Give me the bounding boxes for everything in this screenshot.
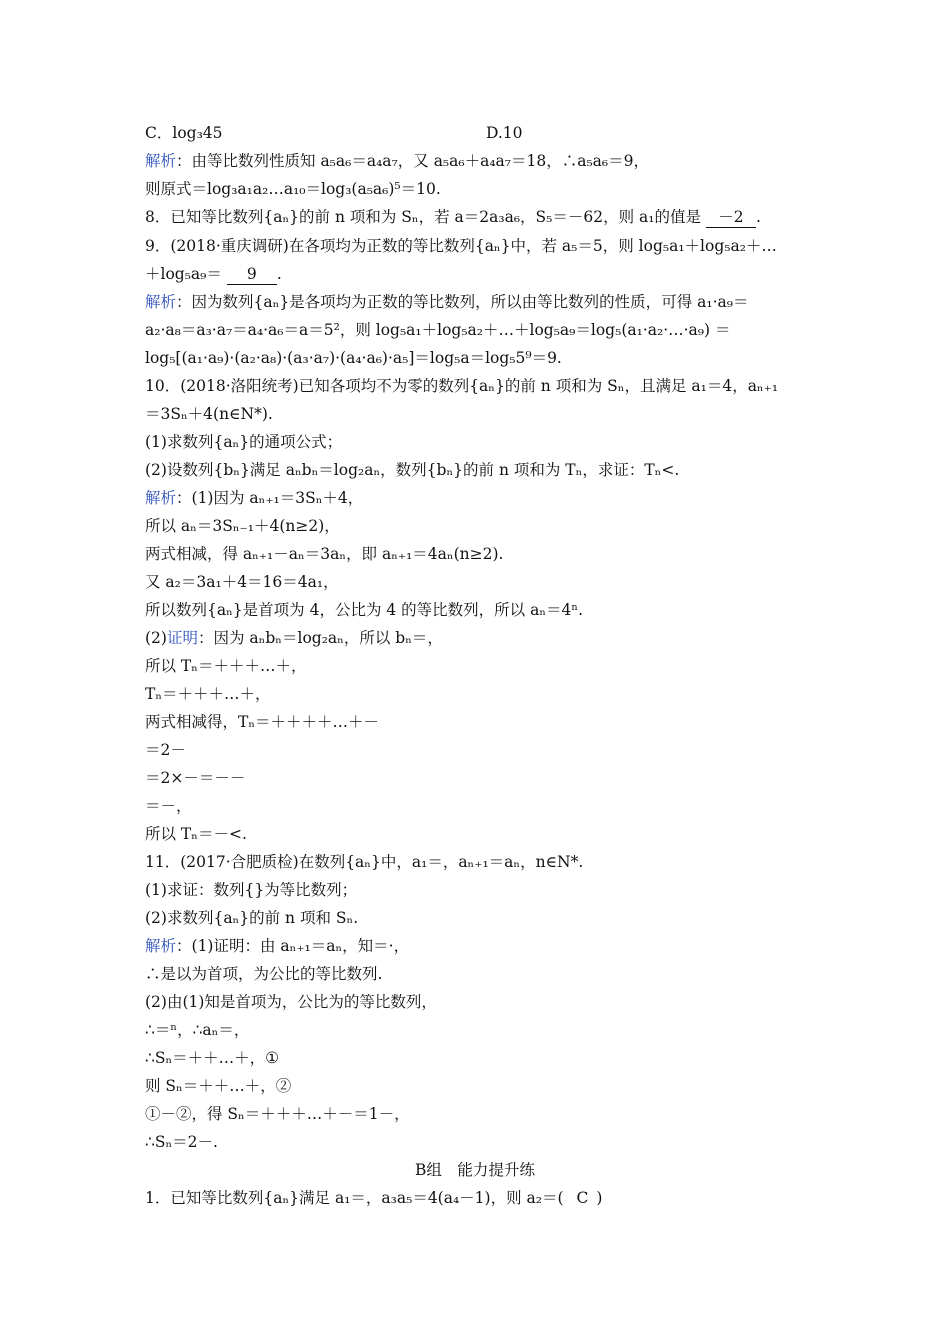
jiexi-label: 解析 <box>145 489 177 507</box>
solution-11-line-7 <box>145 1104 410 1124</box>
solution-9-text-3: log₅[(a₁·a₉)·(a₂·a₈)·(a₃·a₇)·(a₄·a₆)·a₅]＝log₅a＝log₅5⁹＝9. <box>145 349 562 367</box>
solution-10-text-2: 所以 aₙ＝3Sₙ₋₁＋4(n≥2)， <box>145 517 340 535</box>
question-10-text-2: ＝3Sₙ＋4(n∈N*). <box>145 405 273 423</box>
solution-11-line-6 <box>145 1076 291 1096</box>
solution-7-line-1 <box>145 151 649 171</box>
solution-10-text-11: ＝2×－＝－－ <box>145 769 246 787</box>
question-11-line-1 <box>145 852 583 872</box>
solution-7-line-2 <box>145 179 441 199</box>
solution-11-text-2: ∴是以为首项，为公比的等比数列. <box>145 965 383 983</box>
question-9-text-1: 9．(2018·重庆调研)在各项均为正数的等比数列{aₙ}中，若 a₅＝5，则 log₅a₁＋log₅a₂＋… <box>145 237 777 255</box>
question-8-end: . <box>755 208 761 226</box>
solution-10-text-4: 又 a₂＝3a₁＋4＝16＝4a₁， <box>145 573 339 591</box>
solution-10-line-4 <box>145 572 339 592</box>
solution-7-text-2: 则原式＝log₃a₁a₂…a₁₀＝log₃(a₅a₆)⁵＝10. <box>145 180 441 198</box>
solution-11-text-1: ：(1)证明：由 aₙ₊₁＝aₙ，知＝·， <box>176 937 410 955</box>
question-10-text-4: (2)设数列{bₙ}满足 aₙbₙ＝log₂aₙ，数列{bₙ}的前 n 项和为 Tₙ，求证：Tₙ<. <box>145 461 680 479</box>
solution-10-part-2-marker: (2) <box>145 629 167 647</box>
solution-10-line-12 <box>145 796 192 816</box>
jiexi-label: 解析 <box>145 937 177 955</box>
option-c-line <box>145 123 223 143</box>
solution-10-line-8 <box>145 684 271 704</box>
solution-10-line-10 <box>145 740 186 760</box>
solution-10-text-3: 两式相减，得 aₙ₊₁－aₙ＝3aₙ，即 aₙ₊₁＝4aₙ(n≥2). <box>145 545 504 563</box>
question-9-text-2: ＋log₅a₉＝ <box>145 265 222 283</box>
question-10-part-1 <box>145 432 342 452</box>
solution-11-text-6: 则 Sₙ＝＋＋…＋，② <box>145 1077 292 1095</box>
solution-11-line-3 <box>145 992 437 1012</box>
question-b1 <box>145 1188 602 1208</box>
solution-9-line-1 <box>145 292 748 312</box>
solution-9-line-2 <box>145 320 730 340</box>
solution-10-text-8: Tₙ＝＋＋＋…＋， <box>145 685 271 703</box>
question-11-text-2: (1)求证：数列{}为等比数列； <box>145 881 358 899</box>
solution-7-text-1: ：由等比数列性质知 a₅a₆＝a₄a₇，又 a₅a₆＋a₄a₇＝18，∴a₅a₆＝9， <box>176 152 650 170</box>
question-10-line-2 <box>145 404 273 424</box>
solution-11-line-1 <box>145 936 409 956</box>
section-b-title: B组 能力提升练 <box>415 1161 535 1179</box>
question-b1-text: 1．已知等比数列{aₙ}满足 a₁＝，a₃a₅＝4(a₄－1)，则 a₂＝( <box>145 1189 564 1207</box>
question-10-line-1 <box>145 376 778 396</box>
solution-11-text-4: ∴＝ⁿ，∴aₙ＝， <box>145 1021 250 1039</box>
solution-11-text-3: (2)由(1)知是首项为，公比为的等比数列， <box>145 993 437 1011</box>
solution-10-text-12: ＝－， <box>145 797 192 815</box>
question-9-answer: 9 <box>227 264 277 285</box>
question-8 <box>145 207 761 228</box>
solution-9-line-3 <box>145 348 562 368</box>
solution-10-line-13 <box>145 824 247 844</box>
zhengming-label: 证明 <box>166 629 198 647</box>
solution-10-line-1 <box>145 488 363 508</box>
question-10-part-2 <box>145 460 679 480</box>
solution-9-text-1: ：因为数列{aₙ}是各项均为正数的等比数列，所以由等比数列的性质，可得 a₁·a₉＝ <box>176 293 749 311</box>
question-11-part-2 <box>145 908 358 928</box>
solution-10-text-7: 所以 Tₙ＝＋＋＋…＋， <box>145 657 307 675</box>
question-b1-answer: C <box>576 1189 589 1207</box>
question-b1-end: ) <box>596 1189 603 1207</box>
solution-11-line-4 <box>145 1020 249 1040</box>
question-8-answer: －2 <box>706 207 756 228</box>
solution-11-text-8: ∴Sₙ＝2－. <box>145 1133 218 1151</box>
solution-11-line-2 <box>145 964 382 984</box>
question-9-end: . <box>276 265 282 283</box>
option-c: C．log₃45 <box>145 124 223 142</box>
solution-10-line-7 <box>145 656 306 676</box>
jiexi-label: 解析 <box>145 152 177 170</box>
solution-10-line-11 <box>145 768 245 788</box>
solution-10-text-5: 所以数列{aₙ}是首项为 4，公比为 4 的等比数列，所以 aₙ＝4ⁿ. <box>145 601 584 619</box>
jiexi-label: 解析 <box>145 293 177 311</box>
solution-11-text-7: ①－②，得 Sₙ＝＋＋＋…＋－＝1－， <box>145 1105 410 1123</box>
solution-10-text-13: 所以 Tₙ＝－<. <box>145 825 247 843</box>
solution-11-line-5 <box>145 1048 279 1068</box>
solution-10-text-1: ：(1)因为 aₙ₊₁＝3Sₙ＋4， <box>176 489 364 507</box>
solution-10-text-10: ＝2－ <box>145 741 186 759</box>
question-9-line-1 <box>145 236 777 256</box>
solution-11-text-5: ∴Sₙ＝＋＋…＋，① <box>145 1049 280 1067</box>
solution-10-text-6: ：因为 aₙbₙ＝log₂aₙ，所以 bₙ＝， <box>197 629 443 647</box>
question-8-text: 8．已知等比数列{aₙ}的前 n 项和为 Sₙ，若 a＝2a₃a₆，S₅＝－62，则 a₁的值是 <box>145 208 701 226</box>
question-11-part-1 <box>145 880 357 900</box>
solution-9-text-2: a₂·a₈＝a₃·a₇＝a₄·a₆＝a＝5²，则 log₅a₁＋log₅a₂＋…＋log₅a₉＝log₅(a₁·a₂·…·a₉) ＝ <box>145 321 731 339</box>
question-10-text-3: (1)求数列{aₙ}的通项公式； <box>145 433 343 451</box>
option-d-line <box>486 123 523 143</box>
question-9-line-2 <box>145 264 282 285</box>
question-11-text-3: (2)求数列{aₙ}的前 n 项和 Sₙ. <box>145 909 359 927</box>
solution-10-line-6 <box>145 628 443 648</box>
question-11-text-1: 11．(2017·合肥质检)在数列{aₙ}中，a₁＝，aₙ₊₁＝aₙ，n∈N*. <box>145 853 584 871</box>
solution-10-text-9: 两式相减得，Tₙ＝＋＋＋＋…＋－ <box>145 713 380 731</box>
option-d: D.10 <box>486 124 523 142</box>
section-heading <box>0 1160 950 1180</box>
solution-10-line-2 <box>145 516 340 536</box>
solution-11-line-8 <box>145 1132 218 1152</box>
solution-10-line-3 <box>145 544 503 564</box>
solution-10-line-5 <box>145 600 583 620</box>
solution-10-line-9 <box>145 712 379 732</box>
question-10-text-1: 10．(2018·洛阳统考)已知各项均不为零的数列{aₙ}的前 n 项和为 Sₙ，且满足 a₁＝4，aₙ₊₁ <box>145 377 779 395</box>
